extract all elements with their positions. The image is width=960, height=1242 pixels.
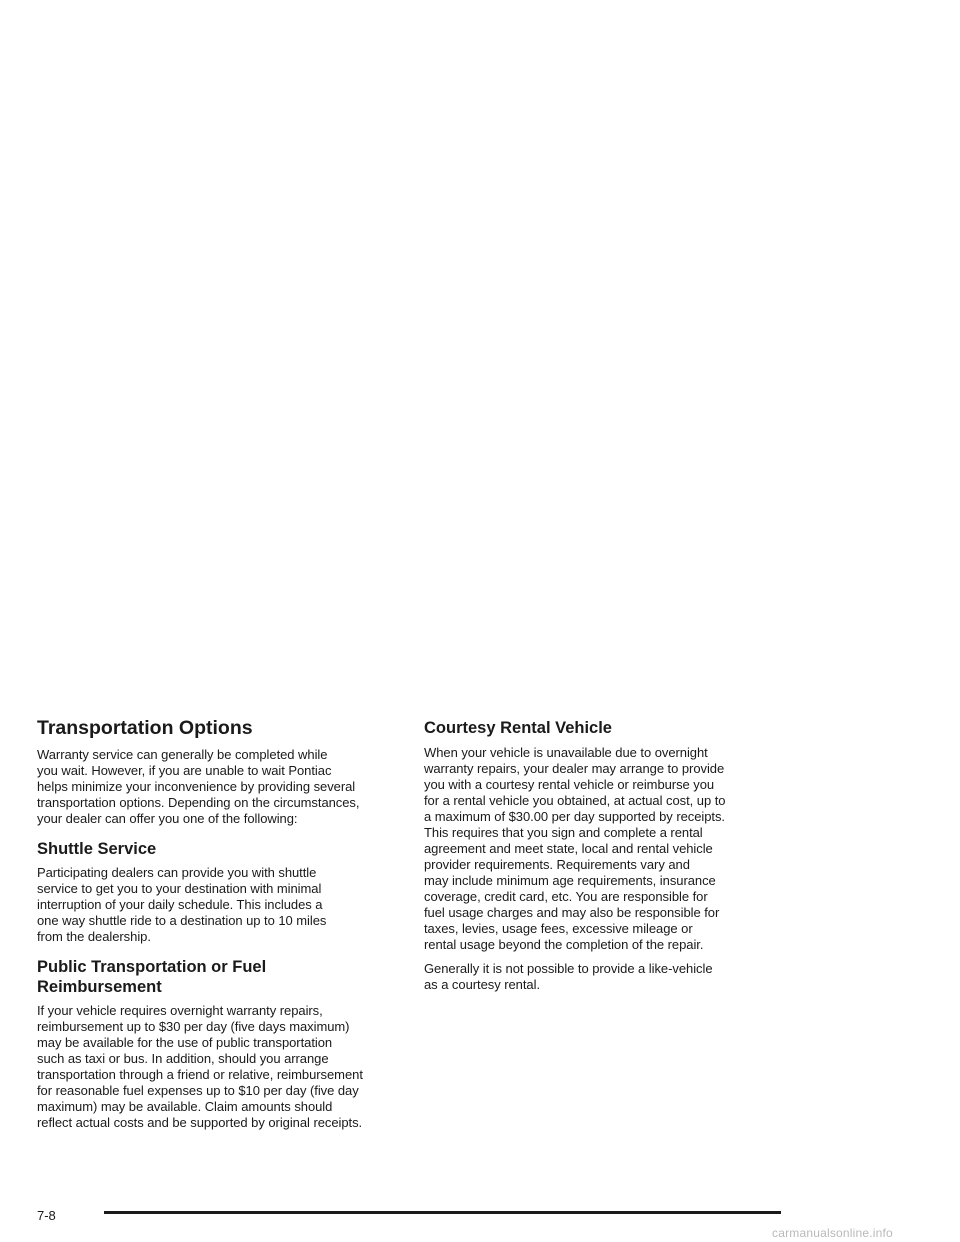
courtesy-rental-note: Generally it is not possible to provide a like-vehicle as a courtesy rental. xyxy=(424,961,713,992)
courtesy-rental-paragraph: When your vehicle is unavailable due to overnight warranty repairs, your dealer may arrange to provide you with a courtesy rental vehicle or reimburse you for a rental vehicle you obtained, at actual cost, up to a maximum of $30.00 per day supported by receipts. This requires that you sign and complete a rental agreement and meet state, local and rental vehicle provider requirements. Requirements vary and may include minimum age requirements, insurance coverage, credit card, etc. You are responsible for fuel usage charges and may also be responsible for taxes, levies, usage fees, excessive mileage or rental usage beyond the completion of the repair. xyxy=(424,745,726,952)
section-title-transportation-options: Transportation Options xyxy=(37,717,253,739)
page-number: 7-8 xyxy=(37,1208,56,1223)
transportation-intro-paragraph: Warranty service can generally be completed while you wait. However, if you are unable to wait Pontiac helps minimize your inconvenience by providing several transportation options. Depending on the circumstances, your dealer can offer you one of the following: xyxy=(37,747,360,826)
subsection-title-public-transportation: Public Transportation or Fuel Reimbursement xyxy=(37,958,267,996)
subsection-title-shuttle-service: Shuttle Service xyxy=(37,840,157,858)
public-transportation-paragraph: If your vehicle requires overnight warranty repairs, reimbursement up to $30 per day (five days maximum) may be available for the use of public transportation such as taxi or bus. In addition, should you arrange transportation through a friend or relative, reimbursement for reasonable fuel expenses up to $10 per day (five day maximum) may be available. Claim amounts should reflect actual costs and be supported by original receipts. xyxy=(37,1003,363,1130)
right-column xyxy=(424,716,769,1001)
subsection-title-courtesy-rental: Courtesy Rental Vehicle xyxy=(424,719,612,737)
shuttle-service-paragraph: Participating dealers can provide you with shuttle service to get you to your destination with minimal interruption of your daily schedule. This includes a one way shuttle ride to a destination up to 10 miles from the dealership. xyxy=(37,865,327,944)
left-column xyxy=(37,716,397,1139)
footer-divider xyxy=(104,1211,781,1214)
site-watermark: carmanualsonline.info xyxy=(772,1226,893,1240)
